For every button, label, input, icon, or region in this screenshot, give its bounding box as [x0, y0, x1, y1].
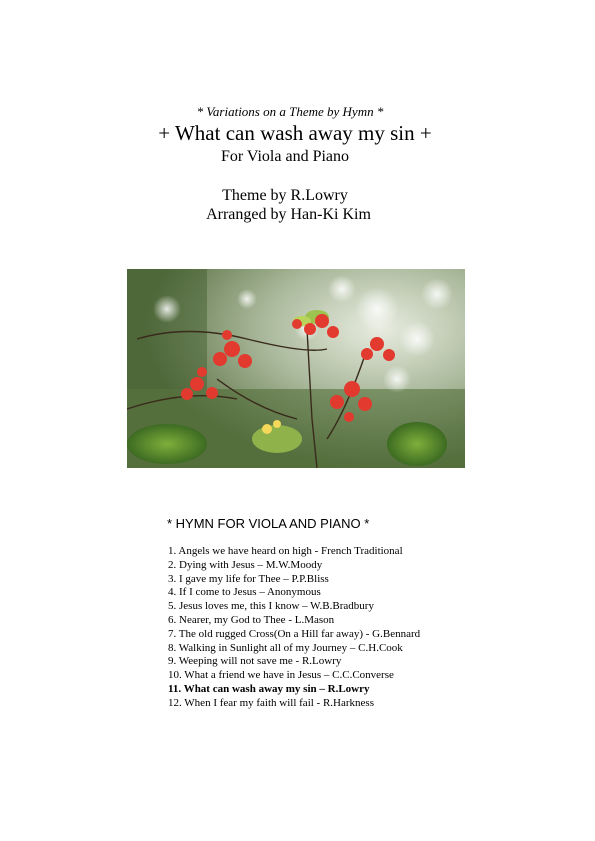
list-item: 6. Nearer, my God to Thee - L.Mason	[168, 613, 335, 626]
arranger-credit: Arranged by Han-Ki Kim	[206, 206, 371, 223]
theme-credit: Theme by R.Lowry	[222, 187, 348, 204]
list-item: 3. I gave my life for Thee – P.P.Bliss	[168, 572, 329, 585]
hymn-list	[168, 545, 420, 711]
list-item: 10. What a friend we have in Jesus – C.C.Converse	[168, 669, 394, 682]
list-item: 5. Jesus loves me, this I know – W.B.Bradbury	[168, 600, 374, 613]
hymn-list-heading: * HYMN FOR VIOLA AND PIANO *	[167, 516, 370, 531]
flower-photo	[127, 269, 465, 468]
list-item: 8. Walking in Sunlight all of my Journey – C.H.Cook	[168, 641, 403, 654]
page-title: + What can wash away my sin +	[158, 121, 432, 145]
list-item-current: 11. What can wash away my sin – R.Lowry	[168, 682, 370, 695]
list-item: 7. The old rugged Cross(On a Hill far away) - G.Bennard	[168, 627, 421, 640]
list-item: 1. Angels we have heard on high - French Traditional	[168, 545, 403, 557]
list-item: 9. Weeping will not save me - R.Lowry	[168, 655, 342, 668]
series-subtitle: * Variations on a Theme by Hymn *	[196, 104, 384, 119]
instrumentation-line: For Viola and Piano	[220, 148, 350, 165]
list-item: 4. If I come to Jesus – Anonymous	[168, 586, 321, 599]
list-item: 12. When I fear my faith will fail - R.Harkness	[168, 696, 374, 709]
list-item: 2. Dying with Jesus – M.W.Moody	[168, 558, 323, 571]
